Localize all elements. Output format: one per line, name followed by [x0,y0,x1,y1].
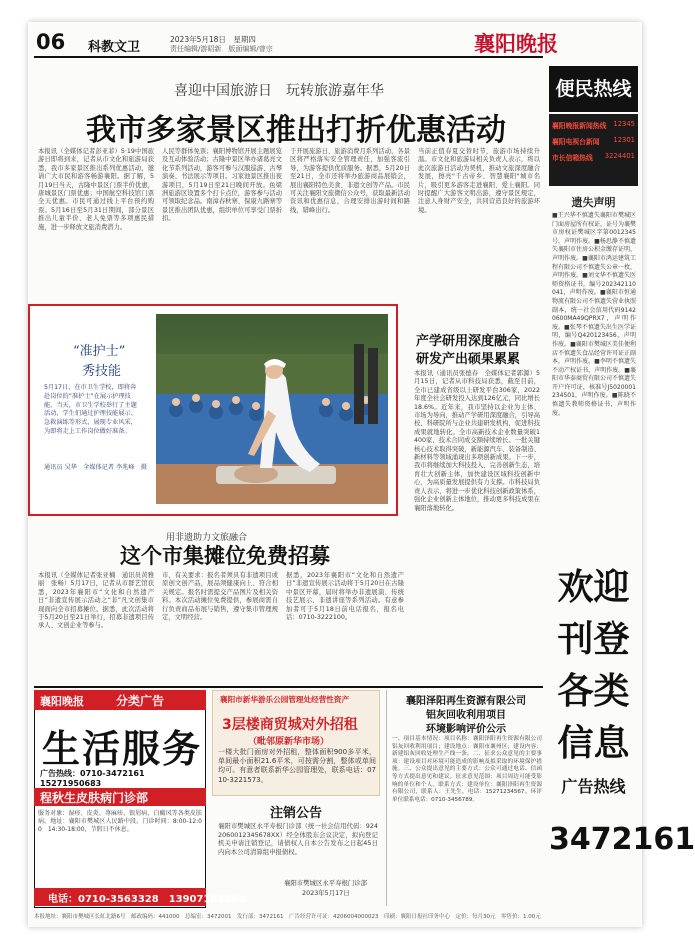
article-column: 人民等群体免票；襄阳博物馆开展主题展览及互动体验活动；古隆中景区举办诸葛亮文化节系列活动，游客可参与汉服巡游、古琴演奏、书法展示等项目。习家池景区推出夜游项目，5月19日至21日晚间开放。鱼梁洲旅游区设置多个打卡点位，游客参与活动可领取纪念品。南漳春秋寨、保康九路寨等景区推出团队优惠，组织单位可享受门票折扣。 [162,148,282,223]
article-column: 当前正值春夏交替时节，旅游市场持续升温。市文化和旅游局相关负责人表示，将以此次旅游日活动为契机，推动文旅深度融合发展，擦亮"千古帝乡、智慧襄阳"城市名片，吸引更多游客走进襄阳、爱上襄阳。同时提醒广大游客文明出游，遵守景区规定，注意人身财产安全，共同营造良好的旅游环境。 [418,148,540,214]
lost-notice-text: ■王兴华不慎遗失襄阳市樊城区门面房屋所有权证，证号为襄樊市房权证樊城区字第0012345号，声明作废。■杨思静不慎遗失襄阳市住房公积金缴存证明，声明作废。■襄阳市鸿运建筑工程有限公司不慎遗失公章一枚，声明作废。■刘文华不慎遗失医师资格证书，编号202342110041，声明作废。■襄阳市恒通物流有限公司不慎遗失营业执照副本，统一社会信用代码91420600MA49QPRX7，声明作废。■张琴不慎遗失出生医学证明，编号Q420123456，声明作废。■襄阳市樊城区美佳便利店不慎遗失食品经营许可证正副本，声明作废。■李明不慎遗失不动产权证书，声明作废。■襄阳市华泰商贸有限公司不慎遗失开户许可证，核准号J5020001234501，声明作废。■陈晓不慎遗失教师资格证书，声明作废。 [552,212,637,417]
paper-logo: 襄阳晚报 [474,31,558,56]
article-column: 本报讯（全媒体记者彭亚菲）5·19中国旅游日即将到来，记者从市文化和旅游局获悉，我市多家景区推出系列优惠活动，邀请广大市民和游客畅游襄阳。据了解，5月19日当天，古隆中景区门票半价优惠，唐城景区门票优惠；中国航空科技馆门票全天优惠。市民可通过线上平台预约购票。5月16日至5月31日期间，部分景区推出儿童半价、老人免票等多项惠民措施，进一步释放文旅消费潜力。 [38,148,154,231]
nurse-demo-photo [156,314,388,504]
hotline-row [552,136,635,152]
photo-credit: 通讯员 吴华 全媒体记者 李兆峰 摄 [44,464,147,471]
clinic-text: 服务对象：湿疹、皮炎、荨麻疹、银屑病、白癜风等各类皮肤病。地址：襄阳市樊城区人民路中段。门诊时间：8:00-12:00 14:30-18:00，节假日不休息。 [38,810,202,833]
article-column: 于开展旅游日、旅游消费月系列活动，各景区将严格落实安全管理责任，加强客流引导，为游客提供优质服务。据悉，5月20日至21日，全市还将举办旅游商品展销会，展出襄阳特色美食、非遗文创等产品。市民可关注襄阳文旅微信公众号，获取最新活动资讯和优惠信息，合理安排出游时间和路线，错峰出行。 [290,148,410,214]
photo-title: 秀技能 [82,364,122,379]
slogan-line: 信息 [557,723,630,764]
sidebar-ad-slogan [549,562,638,770]
clinic-title: 程秋生皮肤病门诊部 [40,791,149,805]
hotline-row [552,152,635,168]
lost-notice-title: 遗失声明 [571,196,616,209]
article-headline: 产学研用深度融合 [416,334,521,349]
hotline-list [549,114,638,186]
hotline-name: 市长信箱热线 [552,154,593,162]
issue-date: 2023年5月18日 星期四 [170,35,256,44]
masthead-rule [34,56,543,58]
env-notice-body: 一、项目基本情况：项目名称：襄阳泽阳再生资源有限公司铝灰回收利用项目；建设地点：襄阳市襄州区；建设内容：新建铝灰回收处理生产线一条。二、征求公众意见的主要事项：建设项目对环境可能造成的影响及拟采取的环境保护措施。三、公众提出意见的主要方式：公众可通过电话、信函等方式提出意见和建议。征求意见范围：项目周边可能受影响的单位和个人。联系方式：建设单位：襄阳泽阳再生资源有限公司，联系人：王先生，电话：15271234567。环评单位联系电话：0710-3456789。 [392,736,542,803]
ad-hotline-number: 3472161 [549,822,695,857]
ads-rule [34,686,543,688]
cancellation-title: 注销公告 [270,806,323,821]
article-headline: 我市多家景区推出打折优惠活动 [86,113,506,148]
env-notice-title: 铝灰回收利用项目 [426,710,506,721]
classified-phone: 广告热线：0710-3472161 15271950683 [40,769,153,788]
classified-big-title: 生活服务 [42,727,203,771]
hotline-name: 襄阳晚报新闻热线 [552,122,607,130]
hotline-number: 12301 [613,136,635,144]
article-headline: 研发产出硕果累累 [416,352,521,367]
hotline-number: 12345 [613,120,635,128]
article-body: 本报讯（通讯员张德春 全媒体记者郭源）5月15日，记者从市科技局获悉，截至目前，全市已建成省级以上研发平台306家，2022年度全社会研发投入达到126亿元，同比增长18.6%。近年来，我市坚持以企业为主体、市场为导向，推动产学研用深度融合，引导高校、科研院所与企业共建研发机构，促进科技成果就地转化。全市高新技术企业数量突破1400家，技术合同成交额持续增长。一批关键核心技术取得突破，新能源汽车、装备制造、新材料等领域涌现出多项创新成果。下一步，我市将继续加大科技投入，完善创新生态，培育壮大创新主体，加快建设区域科技创新中心，为高质量发展提供有力支撑。市科技局负责人表示，将进一步优化科技创新政策体系，强化企业创新主体地位，推动更多科技成果在襄阳落地转化。 [414,370,540,512]
env-notice-title: 环境影响评价公示 [426,724,506,735]
mall-ad-header: 襄阳市新华游乐公园管理处经营性资产 [220,695,350,704]
classified-category: 分类广告 [116,694,165,708]
clinic-phone: 电话：0710-3563328 13907102200 [48,894,246,905]
slogan-line: 各类 [557,671,630,712]
mall-ad-body: 一楼大批门面房对外招租，整体面积900多平米，单间最小面积21.6平米，可按需分割，整体或单间均可。有意者联系新华公园管理处，联系电话：0710-3221573。 [218,748,376,784]
photo-caption: 5月17日，在市卫生学校，即将奔赴岗位的“准护士”在展示护理技能。当天，市卫生学校举行了主题活动，学生们通过护理技能展示、急救演练等形式，展现专业风采，为即将走上工作岗位做好准备。 [44,384,137,435]
cancellation-body: 襄阳市樊城区永平寿根门诊部（统一社会信用代码：9242060012345678XX）经全体股东会议决定，拟向登记机关申请注销登记，请债权人自本公告发布之日起45日内向本公司清算组申报债权。 [218,822,378,856]
photo-title: “准护士” [73,344,126,359]
article-column: 本报讯（全媒体记者张亚楠 通讯员黄雅丽 张畅）5月17日，记者从市群艺馆获悉，2023年襄阳市“文化和自然遗产日”非遗宣传展示活动之“非”凡文创集市现面向全市招募摊位。据悉，此次活动将于5月20日至21日举行，招募非遗项目传承人、文创企业等参与。 [38,572,154,630]
page-footer: 本报地址：襄阳市樊城区长虹北路6号 邮政编码：441000 总编室：3472001 发行部：3472161 广告经营许可证：4206004000023 印刷：襄阳日报社印务中心 定价：每月30元 零售价：1.00元 [34,914,541,920]
hotline-number: 3224401 [604,152,635,160]
cancellation-date: 2023年5月17日 [302,889,350,897]
newspaper-page [28,22,695,927]
slogan-line: 刊登 [557,619,630,660]
hotline-row [552,120,635,136]
cancellation-signature: 襄阳市樊城区永平寿根门诊部 [284,879,368,887]
article-kicker: 喜迎中国旅游日 玩转旅游嘉年华 [174,83,384,99]
hotline-name: 襄阳电视台新闻 [552,138,600,146]
article-headline: 这个市集摊位免费招募 [120,544,330,568]
hotline-title: 便民热线 [549,66,638,112]
section-title: 科教文卫 [88,40,141,55]
article-column: 市，有关要求：报名者须具有非遗项目或原创文创产品，展品须健康向上、符合相关规定。报名时需提交产品图片及相关资料。本次活动摊位免费提供，参展商需自行负责商品布展与销售，遵守集市管理规定，文明经营。 [162,572,278,622]
classified-logo: 襄阳晚报 [40,695,84,708]
editor-line: 责任编辑/游昭新 版面编辑/曾宗 [170,45,273,53]
page-number: 06 [36,30,66,54]
slogan-line: 欢迎 [557,567,630,608]
mall-ad-subtitle: （毗邻原新华市场） [248,737,330,747]
article-column: 据悉，2023年襄阳市“文化和自然遗产日”非遗宣传展示活动将于5月20日在古隆中景区开幕，届时将举办非遗展演、传统技艺展示、非遗讲座等系列活动。有意参加者可于5月18日前电话报名，报名电话：0710-3222100。 [286,572,404,622]
env-notice-title: 襄阳泽阳再生资源有限公司 [406,696,526,707]
ad-hotline-label: 广告热线 [561,777,626,796]
article-kicker: 用非遗助力文旅融合 [166,533,248,543]
column-divider [386,690,387,906]
mall-ad-title: 3层楼商贸城对外招租 [222,717,358,733]
